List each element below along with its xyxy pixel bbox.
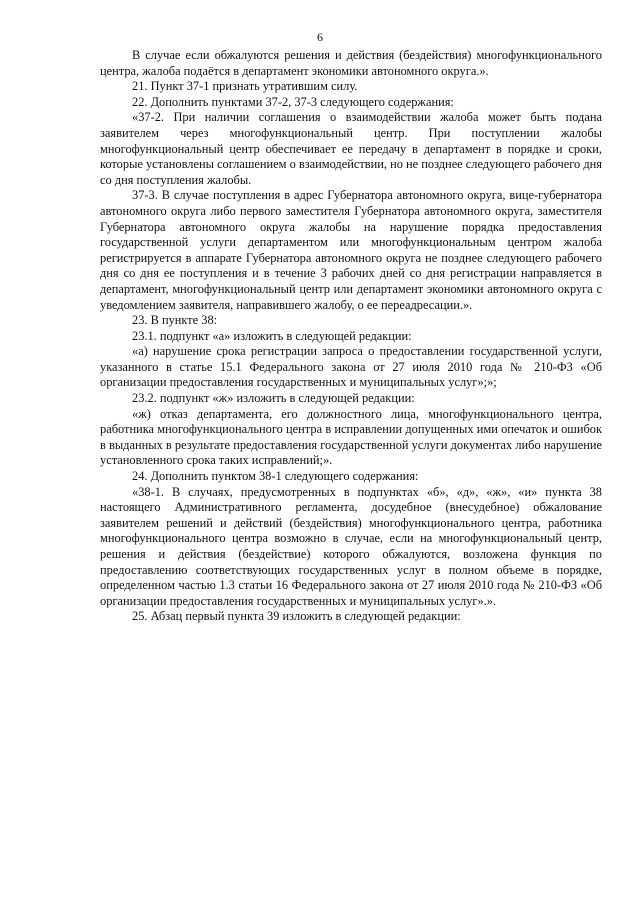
paragraph: 24. Дополнить пунктом 38-1 следующего содержания:	[132, 469, 419, 484]
paragraph: 21. Пункт 37-1 признать утратившим силу.	[132, 79, 358, 94]
paragraph: «38-1. В случаях, предусмотренных в подпунктах «б», «д», «ж», «и» пункта 38 настоящего Административного регламента, досудебное (внесудебное) обжалование заявителем решений и действий (бездействия) многофункционального центра, работника многофункционального центра возможно в случае, если на многофункциональный центр, решения и действия (бездействие) которого обжалуются, возложена функция по предоставлению соответствующих государственных услуг в полном объеме в порядке, определенном частью 1.3 статьи 16 Федерального закона от 27 июля 2010 года № 210-ФЗ «Об организации предоставления государственных и муниципальных услуг».».	[100, 484, 602, 608]
paragraph: В случае если обжалуются решения и действия (бездействия) многофункционального центра, жалоба подаётся в департамент экономики автономного округа.».	[100, 48, 602, 78]
document-body	[100, 48, 602, 625]
paragraph: «ж) отказ департамента, его должностного лица, многофункционального центра, работника многофункционального центра в исправлении допущенных ими опечаток и ошибок в выданных в результате предоставления государственной услуги документах либо нарушение установленного срока таких исправлений;».	[100, 406, 602, 468]
paragraph: 23. В пункте 38:	[132, 313, 218, 328]
paragraph: «а) нарушение срока регистрации запроса о предоставлении государственной услуги, указанного в статье 15.1 Федерального закона от 27 июля 2010 года № 210-ФЗ «Об организации предоставления государственных и муниципальных услуг»;»;	[100, 344, 602, 390]
page-number: 6	[317, 30, 323, 44]
paragraph: 37-3. В случае поступления в адрес Губернатора автономного округа, вице-губернатора автономного округа либо первого заместителя Губернатора автономного округа, заместителя Губернатора автономного округа жалобы на нарушение порядка предоставления государственной услуги департаментом или многофункциональным центром жалоба регистрируется в аппарате Губернатора автономного округа не позднее следующего рабочего дня со дня ее поступления и в течение 3 рабочих дней со дня регистрации направляется в департамент, многофункциональный центр или департамент экономики автономного округа с уведомлением заявителя, направившего жалобу, о ее переадресации.».	[100, 188, 602, 312]
paragraph: «37-2. При наличии соглашения о взаимодействии жалоба может быть подана заявителем через многофункциональный центр. При поступлении жалобы многофункциональный центр обеспечивает ее передачу в департамент в порядке и сроки, которые установлены соглашением о взаимодействии, но не позднее следующего рабочего дня со дня поступления жалобы.	[100, 110, 602, 187]
paragraph: 22. Дополнить пунктами 37-2, 37-3 следующего содержания:	[132, 94, 454, 109]
paragraph: 23.2. подпункт «ж» изложить в следующей редакции:	[132, 391, 415, 406]
paragraph: 25. Абзац первый пункта 39 изложить в следующей редакции:	[132, 609, 461, 624]
paragraph: 23.1. подпункт «а» изложить в следующей редакции:	[132, 328, 412, 343]
